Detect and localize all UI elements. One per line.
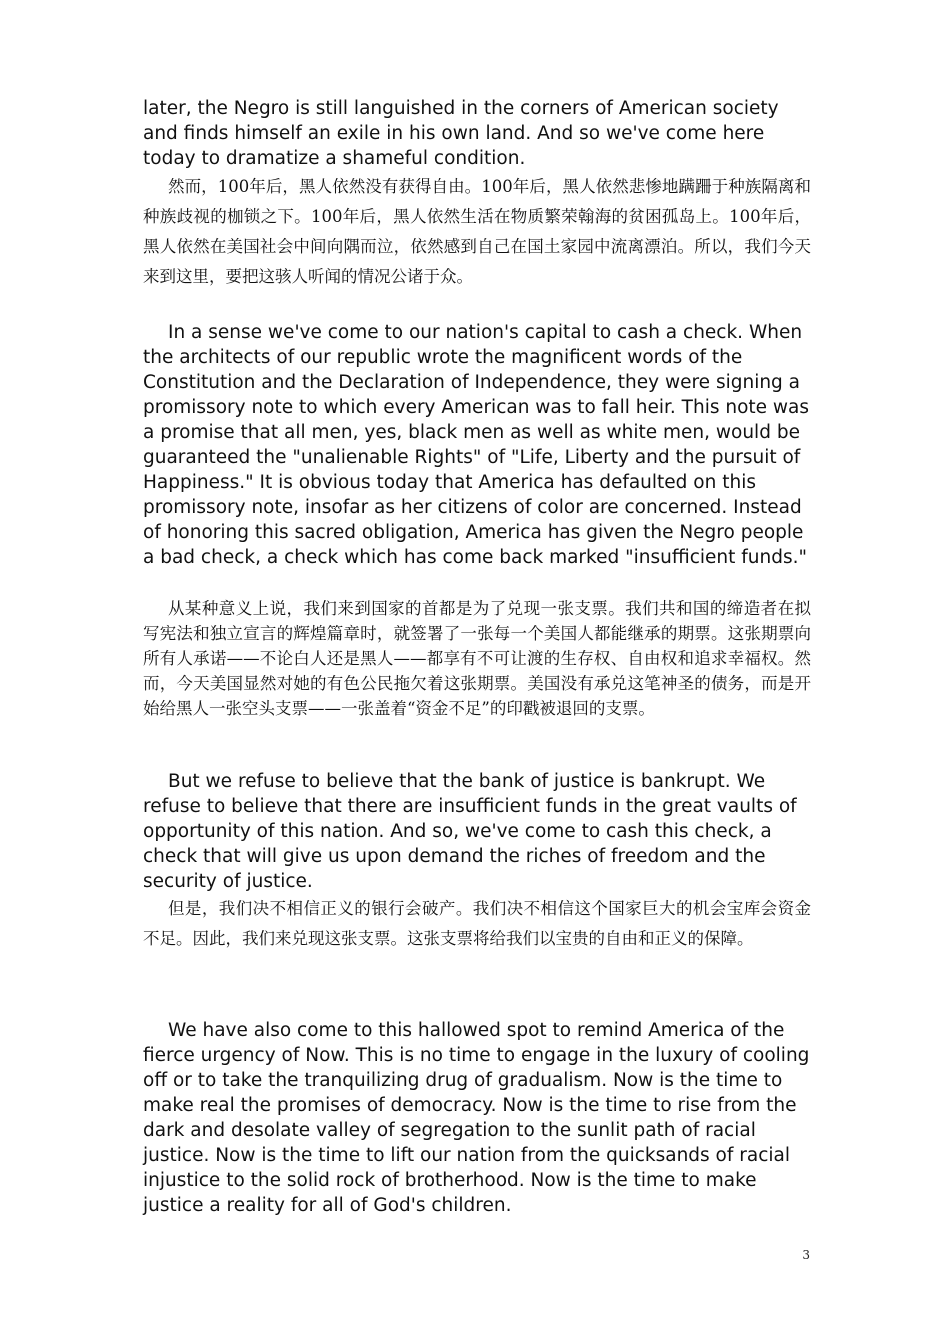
paragraph-4-english: We have also come to this hallowed spot to remind America of the fierce urgency of Now. This is no time to engage in the luxury of cooling off or to take the tranquilizing drug of gradualism. Now is the time to make real the promises of democracy. Now is the time to rise from the dark and desolate valley of segregation to the sunlit path of racial justice. Now is the time to lift our nation from the quicksands of racial injustice to the solid rock of brotherhood. Now is the time to make justice a reality for all of God's children. <box>143 1020 810 1216</box>
page-number: 3 <box>802 1248 810 1262</box>
paragraph-2-chinese: 从某种意义上说，我们来到国家的首都是为了兑现一张支票。我们共和国的缔造者在拟写宪法和独立宣言的辉煌篇章时，就签署了一张每一个美国人都能继承的期票。这张期票向所有人承诺——不论白人还是黑人——都享有不可让渡的生存权、自由权和追求幸福权。然而，今天美国显然对她的有色公民拖欠着这张期票。美国没有承兑这笔神圣的债务，而是开始给黑人一张空头支票——一张盖着“资金不足”的印戳被退回的支票。 <box>143 599 811 718</box>
paragraph-3-english: But we refuse to believe that the bank of justice is bankrupt. We refuse to believe that there are insufficient funds in the great vaults of opportunity of this nation. And so, we've come to cash this check, a check that will give us upon demand the riches of freedom and the security of justice. <box>143 771 797 892</box>
paragraph-1-english: later, the Negro is still languished in the corners of American society and finds himself an exile in his own land. And so we've come here today to dramatize a shameful condition. <box>143 98 779 169</box>
paragraph-2-english: In a sense we've come to our nation's capital to cash a check. When the architects of our republic wrote the magnificent words of the Constitution and the Declaration of Independence, they were signing a promissory note to which every American was to fall heir. This note was a promise that all men, yes, black men as well as white men, would be guaranteed the "unalienable Rights" of "Life, Liberty and the pursuit of Happiness." It is obvious today that America has defaulted on this promissory note, insofar as her citizens of color are concerned. Instead of honoring this sacred obligation, America has given the Negro people a bad check, a check which has come back marked "insufficient funds." <box>143 322 810 568</box>
paragraph-1-chinese: 然而，100年后，黑人依然没有获得自由。100年后，黑人依然悲惨地蹒跚于种族隔离和种族歧视的枷锁之下。100年后，黑人依然生活在物质繁荣翰海的贫困孤岛上。100年后，黑人依然在美国社会中间向隅而泣，依然感到自己在国土家园中流离漂泊。所以，我们今天来到这里，要把这骇人听闻的情况公诸于众。 <box>143 177 811 286</box>
paragraph-3-chinese: 但是，我们决不相信正义的银行会破产。我们决不相信这个国家巨大的机会宝库会资金不足。因此，我们来兑现这张支票。这张支票将给我们以宝贵的自由和正义的保障。 <box>143 899 811 948</box>
